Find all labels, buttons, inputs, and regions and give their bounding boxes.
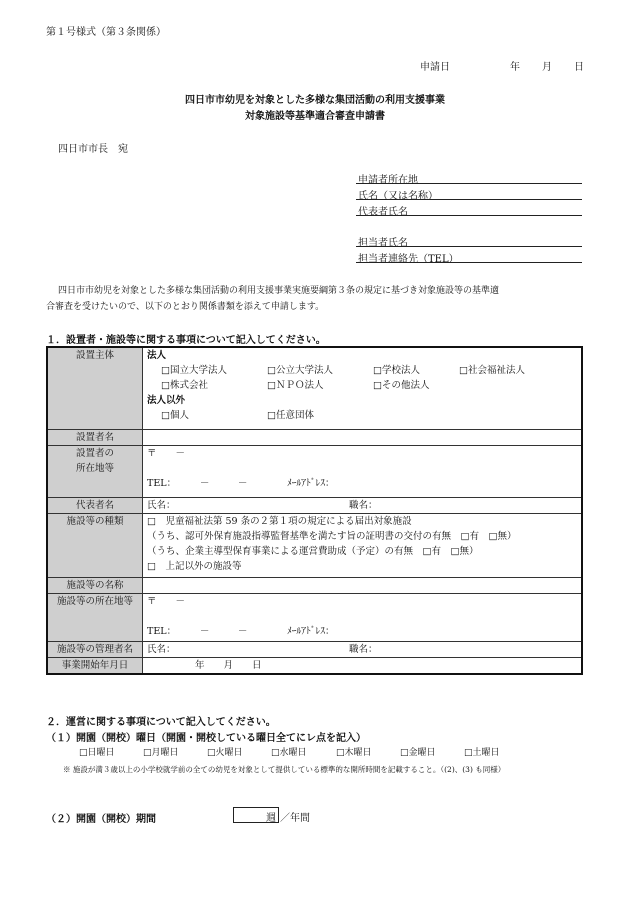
manager-title: 職名：: [349, 643, 378, 655]
opt-voluntary[interactable]: □任意団体: [267, 410, 314, 421]
application-date-label: 申請日: [420, 62, 450, 73]
opt-individual[interactable]: □個人: [161, 410, 189, 421]
setter-name-label: 設置者名: [47, 429, 143, 445]
contact-tel-label: 担当者連絡先（TEL）: [358, 254, 459, 265]
setter-address-label1: 設置者の: [75, 447, 114, 459]
applicant-address-line[interactable]: [356, 183, 582, 184]
noncorp-label: 法人以外: [147, 395, 186, 406]
period-label: （２）開園（開校）期間: [46, 814, 156, 825]
period-unit-year: ／年間: [280, 813, 310, 824]
addressee: 四日市市長 宛: [58, 144, 128, 155]
day-sun[interactable]: □日曜日: [79, 748, 115, 758]
setter-address-field[interactable]: [143, 445, 583, 497]
note: ※ 施設が満３歳以上の小学校就学前の全ての幼児を対象として提供している標準的な開所時間を記載すること。（(2)、(3) も同様）: [63, 765, 506, 774]
start-date-field[interactable]: 年 月 日: [143, 657, 583, 674]
applicant-name-line[interactable]: [356, 199, 582, 200]
day-fri[interactable]: □金曜日: [400, 748, 436, 758]
form-number: 第１号様式（第３条関係）: [46, 27, 166, 38]
facility-type-label: 施設等の種類: [47, 513, 143, 577]
date-month: 月: [542, 62, 552, 73]
rep-title: 職名：: [349, 499, 378, 511]
facility-opt1a[interactable]: （うち、認可外保育施設指導監督基準を満たす旨の証明書の交付の有無 □有 □無）: [147, 530, 517, 542]
title-line2: 対象施設等基準適合審査申請書: [245, 111, 385, 122]
opt-company[interactable]: □株式会社: [161, 380, 208, 391]
opt-other[interactable]: □その他法人: [373, 380, 430, 391]
representative-row-label: 代表者名: [47, 497, 143, 513]
opt-national[interactable]: □国立大学法人: [161, 365, 227, 376]
facility-name-label: 施設等の名称: [47, 577, 143, 593]
day-wed[interactable]: □水曜日: [271, 748, 307, 758]
contact-name-label: 担当者氏名: [358, 238, 408, 249]
date-day: 日: [574, 62, 584, 73]
setter-address-label2: 所在地等: [75, 462, 114, 474]
representative-line[interactable]: [356, 215, 582, 216]
setter-type-label: 設置主体: [47, 347, 143, 429]
setter-type-cell: [143, 347, 583, 429]
intro-line2: 合審査を受けたいので、以下のとおり関係書類を添えて申請します。: [46, 302, 325, 312]
applicant-name-label: 氏名（又は名称）: [358, 191, 438, 202]
day-mon[interactable]: □月曜日: [143, 748, 179, 758]
contact-name-line[interactable]: [356, 246, 582, 247]
manager-field[interactable]: [143, 641, 583, 657]
facility-tel: TEL： － －: [147, 625, 248, 637]
facility-address-label: 施設等の所在地等: [47, 593, 143, 641]
days-heading: （１）開園（開校）曜日（開園・開校している曜日全てにレ点を記入）: [46, 733, 366, 744]
facility-table: [46, 346, 583, 675]
rep-name: 氏名：: [147, 499, 176, 511]
start-date-label: 事業開始年月日: [47, 657, 143, 674]
setter-address-label: [47, 445, 143, 497]
setter-mail: ﾒｰﾙｱﾄﾞﾚｽ：: [287, 477, 335, 489]
facility-type-cell: [143, 513, 583, 577]
contact-tel-line[interactable]: [356, 262, 582, 263]
title-line1: 四日市市幼児を対象とした多様な集団活動の利用支援事業: [185, 95, 445, 106]
setter-name-field[interactable]: [143, 429, 583, 445]
representative-field[interactable]: [143, 497, 583, 513]
period-unit-week: 週: [266, 813, 276, 824]
day-thu[interactable]: □木曜日: [336, 748, 372, 758]
facility-address-field[interactable]: [143, 593, 583, 641]
day-tue[interactable]: □火曜日: [207, 748, 243, 758]
section2-heading: ２．運営に関する事項について記入してください。: [46, 717, 276, 728]
date-year: 年: [510, 62, 520, 73]
opt-school[interactable]: □学校法人: [373, 365, 420, 376]
facility-opt1b[interactable]: （うち、企業主導型保育事業による運営費助成（予定）の有無 □有 □無）: [147, 545, 479, 557]
corp-label: 法人: [147, 350, 167, 361]
manager-label: 施設等の管理者名: [47, 641, 143, 657]
facility-postal: 〒 －: [147, 595, 186, 607]
opt-public[interactable]: □公立大学法人: [267, 365, 333, 376]
opt-npo[interactable]: □ＮＰＯ法人: [267, 380, 324, 391]
applicant-address-label: 申請者所在地: [358, 175, 418, 186]
setter-tel: TEL： － －: [147, 477, 248, 489]
facility-name-field[interactable]: [143, 577, 583, 593]
representative-label: 代表者氏名: [358, 207, 408, 218]
manager-name: 氏名：: [147, 643, 176, 655]
facility-opt1[interactable]: □ 児童福祉法第 59 条の２第１項の規定による届出対象施設: [147, 515, 412, 527]
setter-postal: 〒 －: [147, 447, 186, 459]
intro-line1: 四日市市幼児を対象とした多様な集団活動の利用支援事業実施要綱第３条の規定に基づき対象施設等の基準適: [58, 286, 500, 296]
opt-welfare[interactable]: □社会福祉法人: [459, 365, 525, 376]
day-sat[interactable]: □土曜日: [464, 748, 500, 758]
section1-heading: １．設置者・施設等に関する事項について記入してください。: [46, 335, 326, 346]
facility-mail: ﾒｰﾙｱﾄﾞﾚｽ：: [287, 625, 335, 637]
facility-opt2[interactable]: □ 上記以外の施設等: [147, 560, 242, 572]
